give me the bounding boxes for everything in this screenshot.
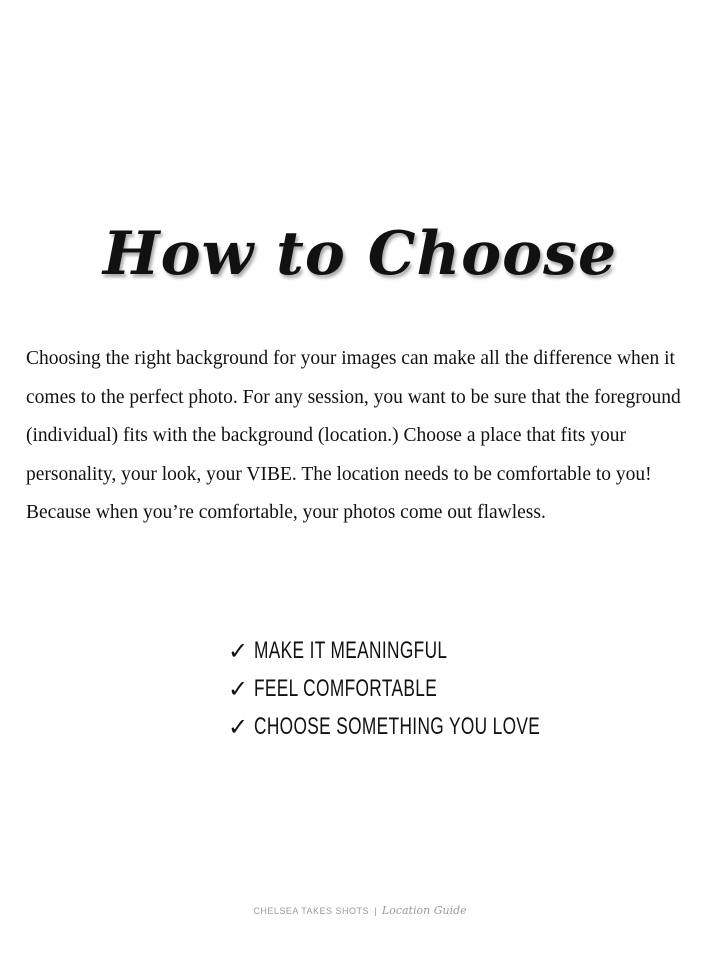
checklist-item xyxy=(228,708,651,746)
checkmark-icon: ✓ xyxy=(228,675,249,703)
footer-guide-label: Location Guide xyxy=(381,904,467,917)
checklist-item-label: MAKE IT MEANINGFUL xyxy=(254,637,448,664)
checklist xyxy=(228,632,651,746)
footer xyxy=(0,904,720,917)
checkmark-icon: ✓ xyxy=(228,713,249,741)
footer-brand: CHELSEA TAKES SHOTS xyxy=(253,906,370,916)
checkmark-icon: ✓ xyxy=(228,637,249,665)
page-title: How to Choose xyxy=(102,219,618,290)
checklist-item-label: FEEL COMFORTABLE xyxy=(254,675,438,702)
checklist-item-label: CHOOSE SOMETHING YOU LOVE xyxy=(254,713,541,740)
checklist-item xyxy=(228,632,651,670)
intro-paragraph: Choosing the right background for your images can make all the difference when it comes to the perfect photo. For any session, you want to be sure that the foreground (individual) fits with the background (location.) Choose a place that fits your personality, your look, your VIBE. The location needs to be comfortable to you! Because when you’re comfortable, your photos come out flawless. xyxy=(26,348,681,523)
footer-divider: | xyxy=(374,906,377,916)
checklist-item xyxy=(228,670,651,708)
